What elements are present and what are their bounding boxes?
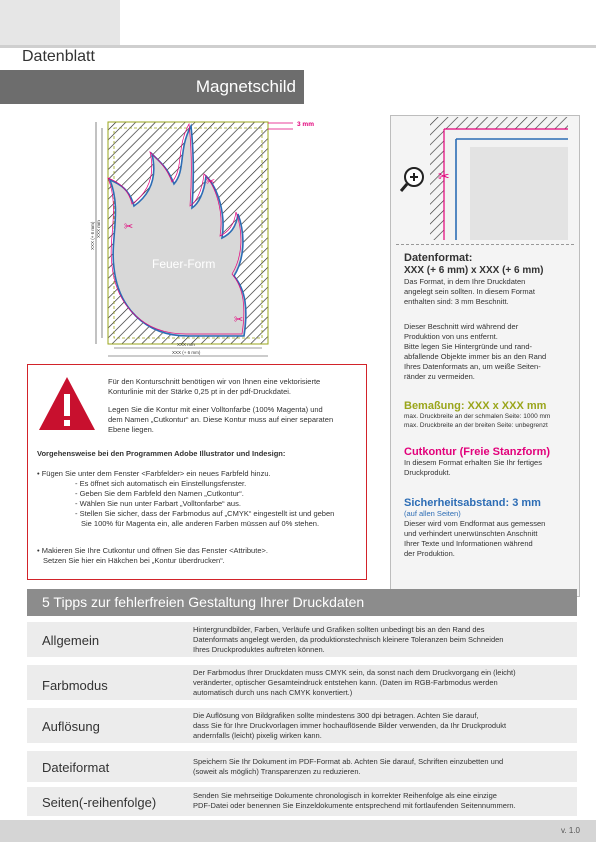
tip-line: PDF-Datei oder benennen Sie Einzeldokumente entsprechend mit fortlaufenden Seitennummern. [193,801,516,810]
shape-label: Feuer-Form [152,257,216,271]
safety-heading: Sicherheitsabstand: 3 mm [404,497,541,509]
tip-line: Speichern Sie Ihr Dokument im PDF-Format ab. Achten Sie darauf, Schriften einzubetten und [193,757,504,766]
bleed-line: Dieser Beschnitt wird während der [404,322,519,331]
dimension-line: max. Druckbreite an der schmalen Seite: 1000 mm [404,413,551,420]
safety-section [404,497,574,559]
procedure-step: - Geben Sie dem Farbfeld den Namen „Cutkontur“. [75,489,244,498]
safety-subheading: (auf allen Seiten) [404,509,461,518]
tip-description [193,757,571,777]
safety-line: Dieser wird vom Endformat aus gemessen [404,519,546,528]
procedure-step: • Fügen Sie unter dem Fenster <Farbfelder> ein neues Farbfeld hinzu. [37,469,271,478]
tip-label: Seiten(-reihenfolge) [42,795,157,810]
procedure-heading: Vorgehensweise bei den Programmen Adobe Illustrator und Indesign: [37,449,286,458]
tip-line: dass Sie für Ihre Druckvorlagen immer hochauflösende Bilder verwenden, da Ihr Druckprodukt [193,721,507,730]
title-bar [0,70,304,104]
page-title: Magnetschild [195,77,296,96]
info-divider [396,244,574,245]
format-section [404,252,574,307]
tip-line: Die Auflösung von Bildgrafiken sollte mindestens 300 dpi betragen. Achten Sie darauf, [193,711,479,720]
cut-line: Druckprodukt. [404,468,451,477]
warning-line: Legen Sie die Kontur mit einer Volltonfarbe (100% Magenta) und [108,405,323,414]
format-heading: Datenformat: [404,252,473,264]
dimension-line: max. Druckbreite an der breiten Seite: unbegrenzt [404,422,548,429]
bleed-line: abfallende Objekte immer bis an den Rand [404,352,547,361]
tip-line: veränderter, optischer Gesamteindruck entstehen kann. (Daten im RGB-Farbmodus werden [193,678,498,687]
procedure-steps [37,469,362,529]
tip-line: (soweit als möglich) Transparenzen zu reduzieren. [193,767,361,776]
bleed-line: Ihres Datenformats an, um weiße Seiten- [404,362,541,371]
scissors-icon: ✂ [234,313,244,326]
bleed-callout: 3 mm [297,121,314,128]
footer-bar [0,820,596,842]
procedure-step: Setzen Sie hier ein Häkchen bei „Kontur überdrucken“. [43,556,225,565]
safety-line: und verhindert unerwünschten Anschnitt [404,529,538,538]
safety-line: Ihrer Texte und Informationen während [404,539,533,548]
warning-icon [37,374,97,434]
tip-description [193,625,571,655]
tip-line: automatisch durch uns nach CMYK konvertiert.) [193,688,353,697]
cut-section [404,446,574,478]
tip-line: Datenformats angelegt werden, da produktionstechnisch kleinere Toleranzen beim Schneiden [193,635,504,644]
warning-line: Für den Konturschnitt benötigen wir von Ihnen eine vektorisierte [108,377,321,386]
safety-line: der Produktion. [404,549,455,558]
width-label: XXX mm [177,342,195,347]
height-bleed-label: XXX (+ 6 mm) [90,221,95,250]
format-line: enthalten sind: 3 mm Beschnitt. [404,297,509,306]
scissors-icon: ✂ [124,220,134,233]
document-label: Datenblatt [22,48,95,65]
scissors-icon: ✂ [206,175,216,188]
tip-description [193,791,571,811]
height-label: XXX mm [96,220,101,238]
tip-line: Senden Sie mehrseitige Dokumente chronologisch in korrekter Reihenfolge als eine einzige [193,791,497,800]
procedure-step: • Makieren Sie Ihre Cutkontur und öffnen Sie das Fenster <Attribute>. [37,546,268,555]
procedure-final [37,546,362,566]
tip-description [193,711,571,741]
warning-intro [108,377,363,435]
tip-line: Der Farbmodus Ihrer Druckdaten muss CMYK sein, da sonst nach dem Druckvorgang ein (leicht) [193,668,516,677]
tips-title: 5 Tipps zur fehlerfreien Gestaltung Ihrer Druckdaten [42,594,365,610]
tip-label: Allgemein [42,633,100,648]
header-tab [0,0,120,45]
format-line: Das Format, in dem Ihre Druckdaten [404,277,526,286]
tip-description [193,668,571,698]
procedure-step: - Stellen Sie sicher, dass der Farbmodus auf „CMYK“ eingestellt ist und geben [75,509,335,518]
format-line: angelegt sein sollten. In diesem Format [404,287,535,296]
procedure-step: - Es öffnet sich automatisch ein Einstellungsfenster. [75,479,247,488]
format-value: XXX (+ 6 mm) x XXX (+ 6 mm) [404,265,544,276]
tip-label: Auflösung [42,719,100,734]
tip-label: Dateiformat [42,760,110,775]
procedure-step: Sie 100% für Magenta ein, alle anderen Farben müssen auf 0% stehen. [81,519,320,528]
tip-label: Farbmodus [42,678,108,693]
tip-line: Hintergrundbilder, Farben, Verläufe und Grafiken sollten unbedingt bis an den Rand des [193,625,485,634]
cut-heading: Cutkontur (Freie Stanzform) [404,446,551,458]
bleed-section [404,322,574,382]
tip-line: Ihres Druckproduktes auftreten können. [193,645,325,654]
warning-line: dem Namen „Cutkontur“ an. Diese Kontur muss auf einer separaten [108,415,334,424]
bleed-line: ränder zu vermeiden. [404,372,475,381]
warning-line: Konturlinie mit der Stärke 0,25 pt in der pdf-Druckdatei. [108,387,292,396]
bleed-line: Produktion von uns entfernt. [404,332,498,341]
dimension-heading: Bemaßung: XXX x XXX mm [404,400,547,412]
procedure-step: - Wählen Sie nun unter Farbart „Volltonfarbe“ aus. [75,499,241,508]
tip-line: andernfalls (leicht) pixelig wirken kann. [193,731,322,740]
bleed-line: Bitte legen Sie Hintergründe und rand- [404,342,532,351]
corner-detail-figure [400,115,568,240]
shape-drawing [88,110,378,365]
warning-line: Ebene liegen. [108,425,154,434]
version-label: v. 1.0 [561,826,580,835]
scissors-icon: ✂ [438,169,450,185]
cut-line: In diesem Format erhalten Sie Ihr fertiges [404,458,542,467]
dimension-section [404,400,574,430]
width-bleed-label: XXX (+ 6 mm) [172,350,201,355]
